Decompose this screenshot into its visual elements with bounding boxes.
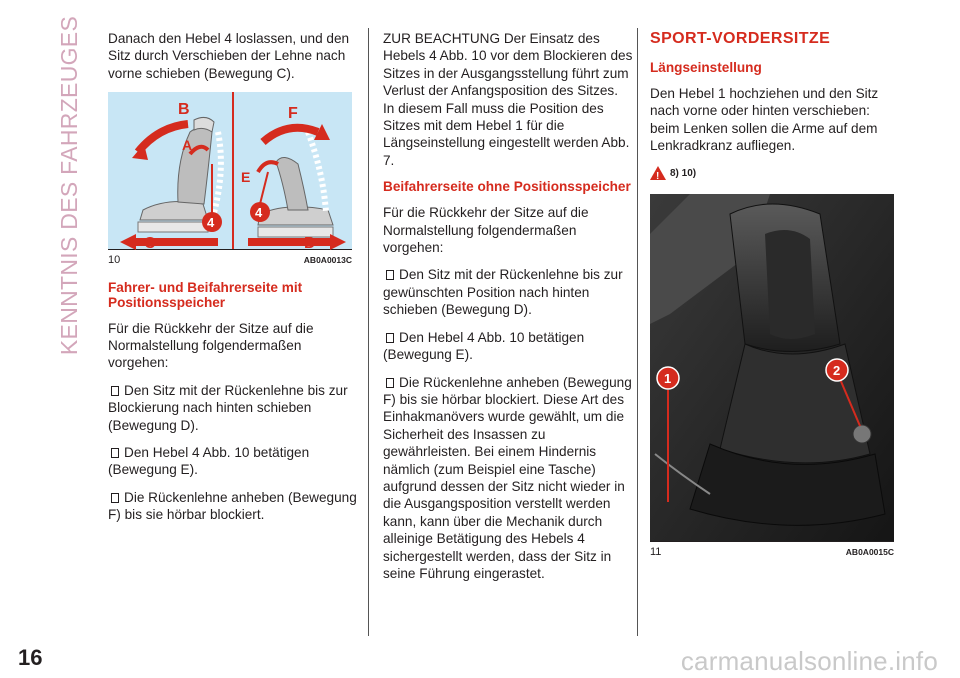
label-b: B (178, 101, 190, 119)
main-heading: SPORT-VORDERSITZE (650, 30, 831, 47)
right-seat-drawing (258, 132, 333, 237)
bullet-item (383, 374, 633, 583)
section-paragraph: Den Hebel 1 hochziehen und den Sitz nach vorne oder hinten verschieben: beim Lenken sollen die Arme auf dem Lenkradkranz aufliegen. (650, 86, 879, 154)
checkbox-icon (386, 333, 394, 343)
arrow-c (120, 234, 218, 250)
watermark: carmanualsonline.info (680, 646, 938, 676)
section-heading: Fahrer- und Beifahrerseite mit Positionsspeicher (108, 279, 303, 310)
bullet-text: Den Sitz mit der Rückenlehne bis zur Blockierung nach hinten schieben (Bewegung D). (108, 382, 348, 433)
section-paragraph: Für die Rückkehr der Sitze auf die Normalstellung folgendermaßen vorgehen: (383, 205, 589, 256)
bullet-text: Die Rückenlehne anheben (Bewegung F) bis sie hörbar blockiert. (108, 489, 357, 523)
chapter-side-title (40, 15, 100, 355)
column-3 (650, 30, 900, 561)
bullet-item (108, 489, 358, 524)
bullet-text: Den Sitz mit der Rückenlehne bis zur gewünschten Position nach hinten schieben (Bewegung D). (383, 267, 623, 318)
callout-2-label: 2 (833, 363, 841, 379)
sport-seat-illustration (650, 194, 894, 542)
intro-paragraph: Danach den Hebel 4 loslassen, und den Sitz durch Verschieben der Lehne nach vorne schieben (Bewegung C). (108, 31, 350, 81)
label-4-left: 4 (207, 215, 215, 231)
seat-diagram-illustration (108, 92, 352, 250)
warning-triangle-icon (650, 166, 666, 180)
warning-refs: 8) 10) (670, 167, 697, 179)
figure-caption (650, 542, 894, 561)
label-f: F (288, 105, 298, 123)
figure-11 (650, 194, 894, 561)
bullet-text: Die Rückenlehne anheben (Bewegung F) bis sie hörbar blockiert. Diese Art des Einhakmanövers wurde gewählt, um die Sicherheit des Insassen zu gewährleisten. Bei einem Hindernis nämlich (zum Beispiel eine Tasche) aufgrund dessen der Sitz nicht wieder in die Ausgangsposition verstellt werden kann, kann über die Mechanik durch alleinige Betätigung des Hebels 4 sichergestellt werden, dass der Sitz in seine Führung eingerastet. (383, 374, 632, 581)
lever-2-knob (853, 425, 871, 443)
figure-code: AB0A0013C (303, 255, 352, 266)
column-2 (383, 30, 633, 592)
figure-10 (108, 92, 352, 269)
label-c: C (144, 235, 156, 251)
bullet-item (383, 266, 633, 318)
pointer-4-right (260, 172, 268, 204)
callout-1-label: 1 (664, 371, 672, 387)
checkbox-icon (111, 386, 119, 396)
chapter-side-title-text: KENNTNIS DES FAHRZEUGES (56, 15, 83, 355)
warning-reference (650, 165, 900, 182)
checkbox-icon (111, 448, 119, 458)
sport-seat-photo (650, 194, 894, 542)
checkbox-icon (386, 270, 394, 280)
note-paragraph: ZUR BEACHTUNG Der Einsatz des Hebels 4 Abb. 10 vor dem Blockieren des Sitzes in der Ausgangsstellung führt zum Verlust der Anfangsposition des Sitzes. In diesem Fall muss die Position des Sitzes mit dem Hebel 1 für die Längseinstellung eingestellt werden Abb. 7. (383, 31, 633, 168)
bullet-item (383, 329, 633, 364)
bullet-item (108, 444, 358, 479)
section-heading: Beifahrerseite ohne Positionsspeicher (383, 179, 631, 195)
label-a: A (182, 137, 193, 154)
figure-number: 11 (650, 546, 662, 559)
label-e: E (241, 169, 251, 186)
checkbox-icon (111, 493, 119, 503)
page-number: 16 (18, 645, 43, 670)
column-divider (368, 28, 369, 636)
column-divider (637, 28, 638, 636)
section-paragraph: Für die Rückkehr der Sitze auf die Normalstellung folgendermaßen vorgehen: (108, 320, 314, 371)
bullet-item (108, 382, 358, 434)
figure-code: AB0A0015C (845, 547, 894, 558)
checkbox-icon (386, 378, 394, 388)
bullet-text: Den Hebel 4 Abb. 10 betätigen (Bewegung E). (108, 445, 310, 478)
arrow-b (138, 124, 188, 152)
label-d: D (304, 235, 316, 251)
column-1 (108, 30, 358, 534)
sub-heading: Längseinstellung (650, 60, 762, 75)
seat-diagram (108, 92, 352, 250)
figure-caption (108, 250, 352, 269)
bullet-text: Den Hebel 4 Abb. 10 betätigen (Bewegung E). (383, 329, 585, 363)
arrow-e (258, 162, 278, 172)
figure-number: 10 (108, 254, 121, 267)
label-4-right: 4 (255, 205, 263, 221)
